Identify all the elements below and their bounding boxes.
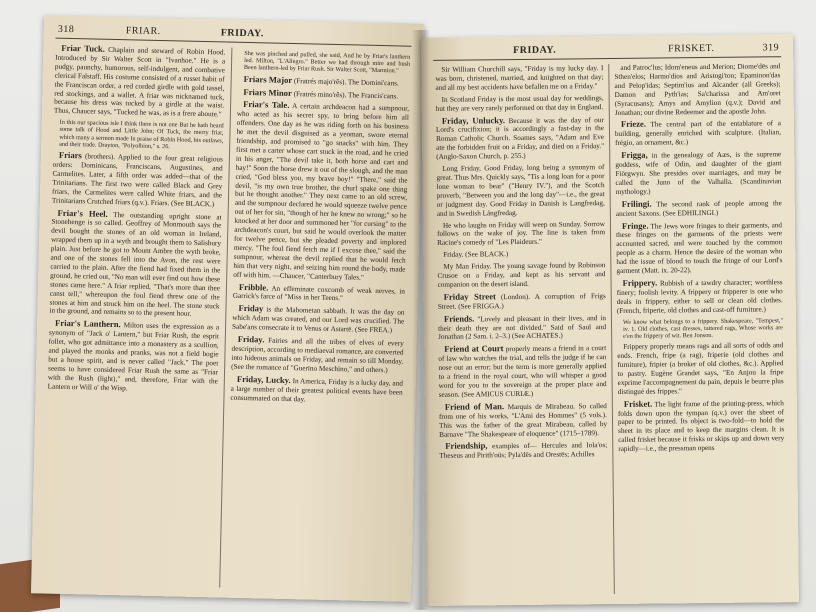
book-gutter	[412, 30, 430, 610]
entry-headword: Fringe.	[621, 220, 649, 231]
entry-text: Rubbish of a tawdry character; worthless finery; foolish levity. A frippery or fripperer is one who deals in frippery, either to sell or clean old clothes. (French, friperie, old clothes and cast-off furniture.)	[616, 278, 783, 315]
entry-text: and Patroc'lus; Idom'eneus and Merion; Diome'dēs and Sthen'elos; Harmo'dios and Aristogi'ton; Epaminon'das and Pelop'idas; Septim'ius and Alcander (all Greeks); Damon and Pyth'ias; Sa'charissa and Am'oret (Syracusans); Amys and Amylion (q.v.); David and Jonathan; our divine Redeemer and the apostle John.	[614, 62, 781, 117]
dictionary-entry	[436, 163, 605, 218]
entry-headword: Friar's Lanthern.	[55, 318, 121, 330]
entry-text: (brothers). Applied to the four great religious orders: Dominicans, Franciscans, Augustines, and Carmelites. Later, a fifth order was added—that of the Trinitarians. The first two were called Black and Grey friars, the Carmelites were called White friars, and the Trinitarians Crutched friars (q.v.). Friars. (See BLACK.)	[51, 152, 223, 208]
dictionary-entry	[616, 220, 783, 276]
dictionary-entry	[437, 220, 605, 248]
dictionary-entry	[437, 249, 605, 260]
dictionary-entry	[52, 151, 223, 209]
left-column-1	[48, 44, 226, 398]
dictionary-entry	[437, 261, 605, 289]
entry-text: in the genealogy of Aæs, is the supreme goddess, wife of Odin, and daughter of the giant Fiörgwyn. She presides over marriages, and may be called the Juno of the Valhalla. (Scandinavian mythology.)	[615, 150, 782, 196]
dictionary-entry	[438, 343, 607, 399]
right-column-2	[614, 62, 784, 457]
dictionary-entry	[617, 341, 784, 396]
entry-text: is the Mahometan sabbath. It was the day on which Adam was created, and our Lord was crucified. The Sabe'ans consecrate it to Venus or Astartē. (See FREA.)	[231, 305, 405, 335]
dictionary-entry	[615, 119, 781, 148]
entry-text: The outstanding upright stone at Stonehenge is so called. Geoffrey of Monmouth says the devil bought the stones of an old woman in Ireland, wrapped them up in a wyth and brought them to Salisbury plain. Just before he got to Mount Ambre the wyth broke, and one of the stones fell into the Avon, the rest were carried to the plain. After the fiend had fixed them in the ground, he cried out, "No man will ever find out how these stones came here." A friar replied, "That's more than thee canst tell," whereupon the foul fiend threw one of the stones at him and struck him on the heel. The stone stuck in the ground, and remains so to the present hour.	[49, 210, 222, 319]
entry-text: (Fratrés mino'rês). The Francis'cans.	[291, 89, 399, 100]
entry-headword: Friends.	[443, 313, 475, 324]
entry-headword: Friar's Tale.	[243, 99, 290, 111]
dictionary-entry	[230, 374, 403, 406]
left-column-2	[230, 48, 410, 409]
entry-text: Frippery properly means rags and all sorts of odds and ends. French, fripe (a rag), friperie (old clothes and furniture), fripier (a broker of old clothes, &c.). Applied to pastry. Eugène Grandet says, "En Anjou la fripe exprime l'accompagnement du pain, depuis le beurre plus distingué des frippes."	[617, 341, 784, 396]
entry-text: Fairies and all the tribes of elves of every description, according to mediaeval romance, are converted into hideous animals on Friday, and remain so till Monday. (See the romance of "Guerīno Meschīno," and others.)	[231, 336, 404, 375]
entry-text: The light frame of the printing-press, which folds down upon the tympan (q.v.) over the sheet of paper to be printed. Its object is two-fold—to hold the sheet in its place and to keep the margins clean. It is called frisket because it frisks or skips up and down very rapidly—i.e., the pressman opens	[617, 398, 785, 454]
page-number: 318	[57, 23, 75, 36]
dictionary-entry	[233, 100, 409, 283]
entry-headword: Friend of Man.	[444, 400, 505, 412]
entry-text: (Fratrés majo'rês). The Domini'cans.	[292, 76, 399, 88]
quotation: She was pinched and pulled, she said, And he by Friar's lanthern led. Milton, "L'Allegro." Better we had through mire and bush Been lanthern-led by Friar Rush. Sir Walter Scott, "Marmion."	[243, 49, 411, 75]
dictionary-entry	[48, 319, 220, 395]
entry-text: Milton uses the expression as a synonym of "Jack o' Lantern," but Friar Rush, the esprit follet, who got admittance into a monastery as a scullion, and played the monks and pranks, was not a field bogie but a house spirit, and is never called "Jack." The poet seems to have considered Friar Rush the same as "Friar with the Rush (light)," and, therefore, Friar with the Lantern or Will o' the Wisp.	[47, 321, 220, 393]
entry-text: examples of— Hercules and Iola'os; Theseus and Pirith'oüs; Pyla'dēs and Orestēs; Achilles	[439, 441, 608, 461]
entry-headword: Friday.	[237, 333, 265, 345]
dictionary-entry	[436, 94, 604, 114]
entry-text: In Scotland Friday is the most usual day for weddings, but they are very rarely performed on that day in England.	[435, 93, 604, 113]
quotation: In this our spacious isle I think there is not one But he hath heard some talk of Hood and Little John; Of Tuck, the merry friar, which many a sermon made In praise of Robin Hood, his outlaws, and their trade. Drayton, "Polyolbion," s. 26.	[59, 119, 224, 151]
dictionary-entry	[233, 282, 405, 305]
entry-text: properly means a friend in a court of law who watches the trial, and tells the judge if he can nose out an error; but the term is more generally applied to a friend in the royal court, who will whisper a good word for you to the sovereign at the proper place and season. (See AMICUS CURIÆ.)	[438, 344, 607, 399]
right-column-1	[435, 64, 607, 464]
dictionary-entry	[438, 313, 606, 342]
entry-headword: Friars Major	[243, 73, 293, 85]
dictionary-entry	[616, 198, 782, 219]
entry-text: Sir William Churchill says, "Friday is my lucky day. I was born, christened, married, and knighted on that day; and all my best accidents have befallen me on a Friday."	[435, 64, 604, 92]
entry-text: The Jews wore fringes to their garments, and these fringes on the garments of the priests were accounted sacred, and were touched by the common people as a charm. Hence the desire of the woman who had the issue of blood to touch the fringe of our Lord's garment (Matt. ix. 20-22).	[616, 220, 783, 275]
dictionary-entry	[436, 115, 604, 162]
dictionary-entry	[49, 208, 221, 320]
dictionary-entry	[618, 398, 785, 454]
entry-headword: Friars Minor	[243, 86, 292, 98]
dictionary-entry	[435, 64, 603, 92]
entry-text: Long Friday, Good Friday, long being a synonym of great. Thus Mrs. Quickly says, "Tis a long loan for a poor lone woman to bear" ("Henry IV."), and the Scotch proverb, "Between you and the long day"—i.e., the great or judgment day. Good Friday in Danish is Langfredag, and in Swedish Långfredag.	[436, 163, 605, 218]
entry-headword: Friar's Heel.	[57, 207, 108, 219]
entry-headword: Friendship,	[445, 440, 488, 452]
dictionary-entry	[439, 401, 607, 439]
dictionary-entry	[614, 62, 781, 117]
entry-headword: Friday	[238, 303, 264, 314]
entry-text: "Lovely and pleasant in their lives, and in their death they are not divided." Said of Saul and Jonathan (2 Sam. i. 2–3.) (See ACHATES.)	[438, 313, 607, 342]
header-center-word: FRIDAY.	[220, 27, 264, 40]
entry-headword: Friars	[58, 149, 82, 161]
dictionary-entry	[54, 44, 226, 120]
header-center-word: FRIDAY.	[513, 44, 557, 57]
right-page	[421, 34, 799, 606]
quotation: We know what belongs to a frippery. Shakespeare, "Tempest," iv. 1. Old clothes, cast dresses, tattered rags, Whose works are e'en the frippery of wit. Ben Jonson.	[622, 316, 784, 340]
entry-text: Chaplain and steward of Robin Hood. Introduced by Sir Walter Scott in "Ivanhoe." He is a pudgy, paunchy, humorous, self-indulgent, and combative clerical Falstaff. His costume consisted of a russet habit of the Franciscan order, a red corded girdle with gold tassel, red stockings, and a wallet. A friar was nicknamed tuck, because his dress was tucked by a girdle at the waist. Thus, Chaucer says, "Tucked he was, as is a frere aboute."	[53, 45, 226, 119]
page-number: 319	[762, 42, 780, 54]
header-left-word: FRIAR.	[125, 25, 161, 38]
column-divider	[608, 64, 615, 594]
entry-headword: Frippery.	[622, 277, 658, 288]
entry-headword: Friday Street	[443, 291, 496, 302]
dictionary-entry	[615, 149, 781, 196]
entry-headword: Frilingi.	[621, 198, 652, 209]
entry-headword: Friar Tuck.	[61, 42, 105, 54]
entry-headword: Frieze.	[620, 119, 647, 130]
dictionary-entry	[617, 277, 783, 315]
dictionary-entry	[439, 441, 607, 462]
entry-text: (London). A corruption of Frigs Street. (See FRIGGA.)	[437, 291, 606, 311]
entry-text: The second rank of people among the ancient Saxons. (See EDHILINGI.)	[615, 198, 782, 218]
left-page	[31, 15, 424, 601]
dictionary-entry	[438, 291, 606, 312]
entry-text: Because it was the day of our Lord's crucifixion; it is accordingly a fast-day in the Roman Catholic Church. Soames says, "Adam and Eve ate the forbidden fruit on a Friday, and died on a Friday." (Anglo-Saxon Church, p. 255.)	[435, 115, 605, 162]
entry-headword: Friend at Court	[444, 343, 504, 355]
entry-headword: Frigga,	[621, 149, 648, 161]
dictionary-entry	[232, 304, 405, 336]
entry-text: A certain archdeacon had a sumpnour, who acted as his secret spy, to bring before him all offenders. One day as he was riding forth on his business he met the devil disguised as a yeoman, swore eternal friendship, and promised to "go snacks" with him. They first met a carter whose cart stuck in the road, and he cried in his anger, "The devil take it, both horse and cart and hay!" Soon the horse drew it out of the slough, and the man cried, "God bless you, my brave boy!" "There," said the devil, "is my own true brother, the churl spake one thing but he thought another." They next came to an old screw, and the sumpnour declared he would squeeze twelve pence out of her for sin, "though of her he knew no wrong;" so he knocked at her door and summoned her "for cursing" to the archdeacon's court, but said he would overlook the matter for twelve pence, but she pleaded poverty and implored mercy. "The foul fiend fetch me if I excuse thee," said the sumpnour, whereat the devil replied that he would fetch him that very night, and seizing him round the body, made off with him. —Chaucer, "Canterbury Tales."	[233, 102, 410, 282]
entry-text: Marquis de Mirabeau. So called from one of his works, "L'Ami des Hommes" (5 vols.). This was the father of the great Mirabeau, called by Barnave "The Shakespeare of eloquence" (1715–1789).	[438, 401, 608, 439]
entry-headword: Frisket.	[623, 398, 653, 409]
entry-headword: Friday, Unlucky.	[441, 114, 506, 126]
entry-text: The central part of the entablature of a building, generally enriched with sculpture. (Italian, frégio, an ornament, &c.)	[614, 119, 782, 148]
entry-headword: Fribble.	[238, 281, 269, 293]
header-right-word: FRISKET.	[668, 42, 715, 55]
dictionary-entry	[231, 335, 404, 376]
entry-text: An effeminate coxcomb of weak nerves, in Garrick's farce of "Miss in her Teens."	[232, 284, 406, 303]
entry-text: In America, Friday is a lucky day, and a large number of their greatest political events have been consummated on that day.	[230, 376, 403, 403]
entry-text: He who laughs on Friday will weep on Sunday. Sorrow follows on the wake of joy. The line is taken from Racine's comedy of "Les Plaideurs."	[437, 219, 606, 248]
entry-text: Friday. (See BLACK.)	[443, 250, 509, 259]
entry-text: My Man Friday. The young savage found by Robinson Crusoe on a Friday, and kept as his servant and companion on the desert island.	[437, 261, 606, 289]
entry-headword: Friday, Lucky.	[236, 373, 291, 385]
